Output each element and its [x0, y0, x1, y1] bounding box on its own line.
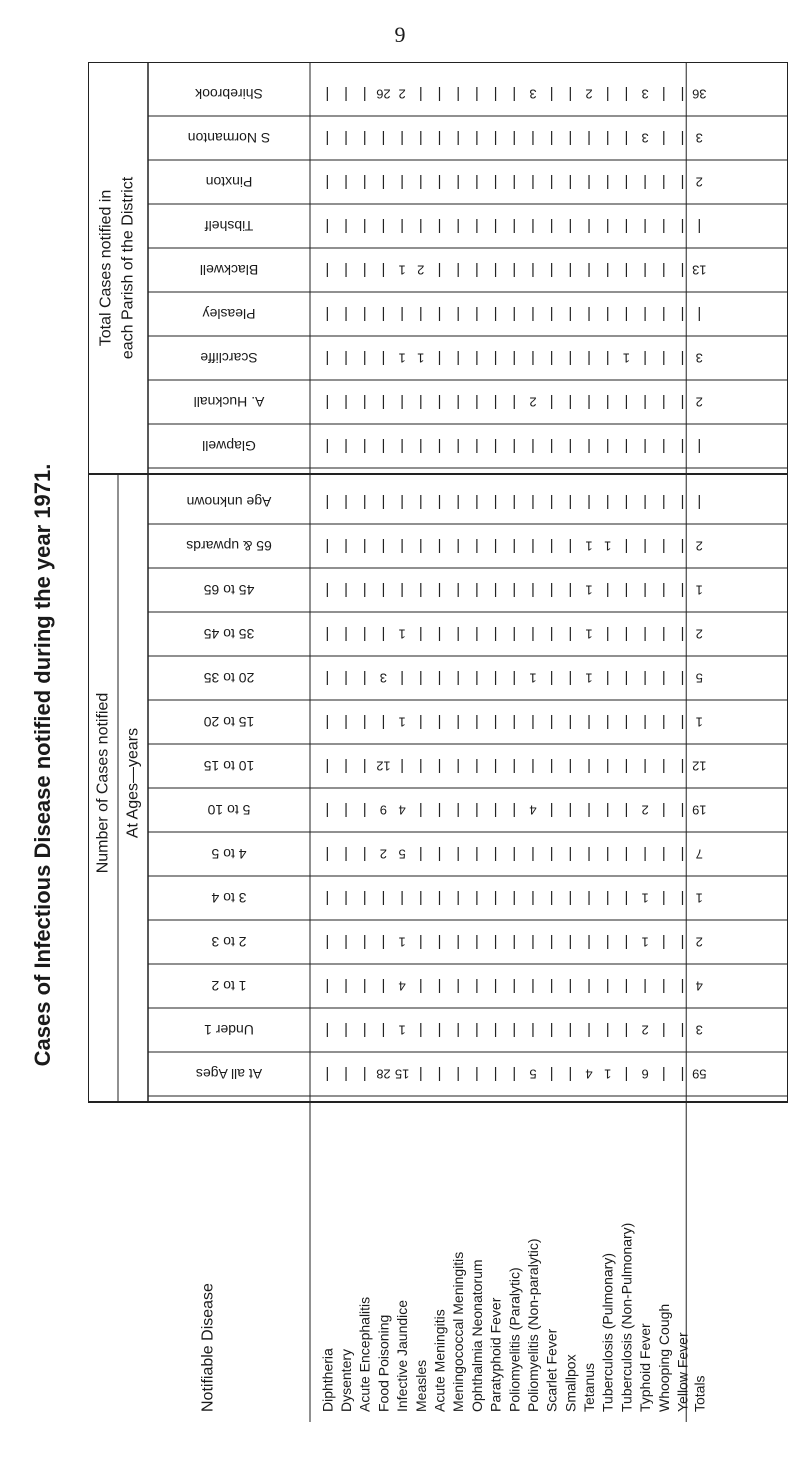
table-cell: 28 [376, 1066, 391, 1082]
totals-cell: 1 [695, 890, 703, 906]
total-group-header-line1: Total Cases notified in [97, 189, 115, 347]
column-header: Pleasley [202, 306, 256, 322]
table-cell: 2 [585, 86, 593, 102]
table-cell: 1 [604, 538, 612, 554]
table-cell: 6 [641, 1066, 649, 1082]
table-cell: 1 [585, 670, 593, 686]
total-group-header-line2: each Parish of the District [119, 176, 137, 360]
column-header: S Normanton [187, 130, 271, 146]
column-header: Scarcliffe [200, 350, 258, 366]
column-header: 20 to 35 [203, 670, 255, 686]
column-header: Pinxton [205, 174, 253, 190]
column-header: Shirebrook [195, 86, 263, 102]
disease-label: Whooping Cough [655, 1303, 672, 1412]
totals-cell: 13 [692, 262, 707, 278]
column-header: Tibshelf [204, 218, 254, 234]
table-cell: 2 [529, 394, 537, 410]
disease-label: Diphtheria [319, 1348, 336, 1412]
column-header: 15 to 20 [203, 714, 255, 730]
table-cell: 2 [641, 1022, 649, 1038]
totals-cell: 1 [695, 582, 703, 598]
totals-cell: 3 [695, 130, 703, 146]
table-cell: 2 [379, 846, 388, 862]
table-cell: 3 [641, 86, 649, 102]
disease-label: Tuberculosis (Non-Pulmonary) [618, 1222, 635, 1412]
column-header: 5 to 10 [207, 802, 251, 818]
table-cell: 5 [529, 1066, 537, 1082]
table-cell: 1 [398, 934, 406, 950]
column-header: 45 to 65 [203, 582, 255, 598]
table-cell: 4 [398, 802, 406, 818]
disease-label: Typhoid Fever [637, 1323, 654, 1412]
column-header: 65 & upwards [186, 538, 272, 554]
table-cell: 1 [398, 1022, 406, 1038]
table-cell: 2 [398, 86, 406, 102]
column-header: 3 to 4 [211, 890, 247, 906]
table-cell: 1 [398, 626, 406, 642]
disease-label: Infective Jaundice [394, 1299, 411, 1412]
column-header: Under 1 [204, 1022, 254, 1038]
totals-cell: 2 [695, 174, 703, 190]
table-cell: 3 [379, 670, 388, 686]
totals-cell: 4 [695, 978, 703, 994]
disease-label: Smallpox [562, 1354, 579, 1412]
number-group-header: Number of Cases notified [94, 692, 112, 874]
column-header: 2 to 3 [211, 934, 247, 950]
totals-cell: 7 [695, 846, 703, 862]
totals-cell: 2 [695, 626, 703, 642]
disease-label: Poliomyelitis (Paralytic) [506, 1267, 523, 1412]
column-header: Age unknown [186, 494, 272, 510]
disease-label: Scarlet Fever [543, 1328, 560, 1412]
table-cell: 1 [417, 350, 425, 366]
disease-label: Food Poisoning [375, 1314, 392, 1412]
disease-label: Ophthalmia Neonatorum [468, 1259, 485, 1412]
disease-label: Acute Meningitis [431, 1309, 448, 1412]
table-cell: 1 [604, 1066, 612, 1082]
notifiable-header: Notifiable Disease [199, 1283, 217, 1412]
ages-group-header: At Ages—years [124, 727, 142, 839]
table-cell: 2 [641, 802, 649, 818]
totals-cell: 1 [695, 714, 703, 730]
table-cell: 4 [529, 802, 537, 818]
column-header: 35 to 45 [203, 626, 255, 642]
disease-label: Poliomyelitis (Non-paralytic) [524, 1238, 541, 1412]
totals-cell: 12 [692, 758, 707, 774]
disease-label: Yellow Fever [674, 1332, 691, 1412]
table-cell: 4 [398, 978, 406, 994]
totals-cell: 36 [692, 86, 707, 102]
table-cell: 1 [585, 626, 593, 642]
column-header: Glapwell [202, 438, 256, 454]
table-cell: 3 [641, 130, 649, 146]
totals-cell: 59 [692, 1066, 707, 1082]
totals-cell: 2 [695, 538, 703, 554]
totals-cell: 3 [695, 350, 703, 366]
table-cell: 2 [417, 262, 425, 278]
table-cell: 1 [398, 714, 406, 730]
column-header: 4 to 5 [211, 846, 247, 862]
page-title: Cases of Infectious Disease notified during the year 1971. [30, 463, 55, 1067]
page-number: 9 [394, 22, 406, 47]
table-cell: 5 [398, 846, 406, 862]
disease-label: Tuberculosis (Pulmonary) [599, 1253, 616, 1412]
disease-table [88, 62, 788, 1422]
table-cell: 1 [529, 670, 537, 686]
totals-cell: 2 [695, 934, 703, 950]
table-cell: 9 [379, 802, 388, 818]
page-title-container [8, 120, 78, 1410]
column-header: Blackwell [199, 262, 259, 278]
disease-label: Dysentery [338, 1348, 355, 1412]
table-cell: 15 [394, 1066, 410, 1082]
table-cell: 1 [585, 582, 593, 598]
table-cell: 3 [529, 86, 537, 102]
totals-cell: 2 [695, 394, 703, 410]
disease-label: Meningococcal Meningitis [450, 1251, 467, 1412]
column-header: 1 to 2 [211, 978, 247, 994]
column-header: A. Hucknall [193, 394, 265, 410]
table-cell: 4 [585, 1066, 593, 1082]
table-cell: 1 [622, 350, 631, 366]
disease-label: Measles [412, 1359, 429, 1412]
totals-cell: 19 [692, 802, 707, 818]
table-cell: 12 [376, 758, 391, 774]
table-cell: 1 [641, 890, 649, 906]
disease-label: Acute Encephalitis [356, 1296, 373, 1412]
column-header: 10 to 15 [203, 758, 255, 774]
totals-cell: 5 [695, 670, 703, 686]
table-cell: 1 [585, 538, 593, 554]
table-cell: 1 [641, 934, 649, 950]
table-cell: 1 [398, 350, 406, 366]
table-cell: 1 [398, 262, 406, 278]
totals-label: Totals [691, 1375, 708, 1412]
disease-label: Tetanus [581, 1362, 598, 1412]
disease-label: Paratyphoid Fever [487, 1297, 504, 1412]
table-cell: 26 [376, 86, 391, 102]
totals-cell: 3 [695, 1022, 703, 1038]
column-header: At all Ages [195, 1066, 263, 1082]
